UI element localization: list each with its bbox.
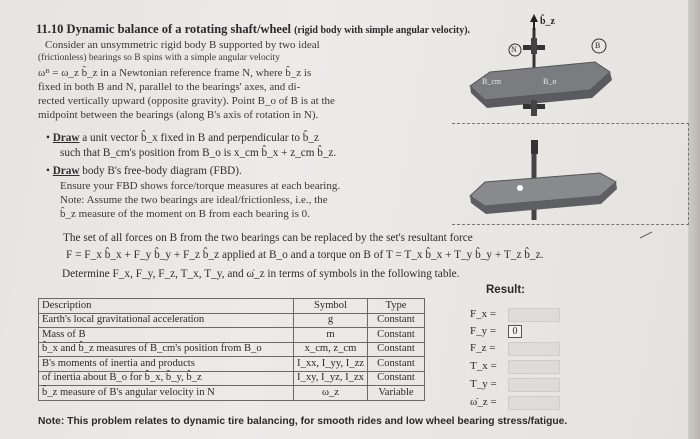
result-tx-label: T_x = [470, 360, 497, 372]
figure-bo-label: B_o [543, 77, 557, 86]
table-cell: b̂_z measure of B's angular velocity in N [39, 386, 294, 401]
figure-n-label: N [511, 45, 517, 54]
table-cell: Earth's local gravitational acceleration [39, 313, 294, 328]
bullet-draw-fbd: • Draw body B's free-body diagram (FBD). [46, 165, 242, 177]
fbd-figure [470, 140, 617, 220]
table-cell: B's moments of inertia and products [39, 357, 294, 372]
result-label: Result: [486, 284, 525, 296]
header-type: Type [367, 299, 424, 314]
bullet-text: such that B_cm's position from B_o is x_cm b̂_x + z_cm b̂_z. [60, 147, 337, 159]
table-cell: g [294, 313, 368, 328]
result-fz-label: F_z = [470, 342, 496, 354]
bcm-point-icon [517, 185, 523, 191]
bullet-text: Ensure your FBD shows force/torque measures at each bearing. [60, 180, 341, 192]
problem-title: 11.10 Dynamic balance of a rotating shaft/wheel (rigid body with simple angular velocity). [36, 22, 471, 36]
forces-equation: F = F_x b̂_x + F_y b̂_y + F_z b̂_z applied at B_o and a torque on B of T = T_x b̂_x + T_y b̂_y + T_z b̂_z. [66, 249, 544, 261]
rigid-body-figure [470, 14, 612, 116]
table-cell: Constant [367, 371, 424, 386]
intro-line: fixed in both B and N, parallel to the bearings' axes, and di- [38, 81, 301, 93]
intro-line: rected vertically upward (opposite gravity). Point B_o of B is at the [38, 95, 335, 107]
forces-line: The set of all forces on B from the two bearings can be replaced by the set's resultant force [63, 232, 473, 244]
bz-arrow-icon [530, 14, 538, 22]
table-cell: of inertia about B_o for b̂_x, b̂_y, b̂_z [39, 371, 294, 386]
result-ty-label: T_y = [470, 378, 497, 390]
bullet-draw-unit-vector: • Draw a unit vector b̂_x fixed in B and perpendicular to b̂_z [46, 132, 319, 144]
result-fx-label: F_x = [470, 308, 497, 320]
table-cell: Constant [367, 328, 424, 343]
bottom-note: Note: This problem relates to dynamic tire balancing, for smooth rides and low wheel bearing stress/fatigue. [38, 416, 568, 427]
table-cell: Variable [367, 386, 424, 401]
table-cell: I_xx, I_yy, I_zz [294, 357, 368, 372]
table-cell: b̂_x and b̂_z measures of B_cm's position from B_o [39, 342, 294, 357]
table-cell: m [294, 328, 368, 343]
intro-line: Consider an unsymmetric rigid body B supported by two ideal [45, 39, 320, 51]
table-cell: I_xy, I_yz, I_zx [294, 371, 368, 386]
table-cell: Mass of B [39, 328, 294, 343]
header-description: Description [39, 299, 294, 314]
intro-line: (frictionless) bearings so B spins with a simple angular velocity [38, 53, 280, 63]
table-cell: Constant [367, 313, 424, 328]
table-cell: x_cm, z_cm [294, 342, 368, 357]
figure-b-label: B [595, 41, 601, 50]
figure-bcm-label: B_cm [482, 77, 502, 86]
table-cell: Constant [367, 357, 424, 372]
intro-line: midpoint between the bearings (along B's axis of rotation in N). [38, 109, 319, 121]
bullet-text: b̂_z measure of the moment on B from each bearing is 0. [60, 208, 310, 220]
bullet-text: Note: Assume the two bearings are ideal/frictionless, i.e., the [60, 194, 328, 206]
determine-line: Determine F_x, F_y, F_z, T_x, T_y, and ω̇_z in terms of symbols in the following table. [62, 268, 460, 280]
result-wdot-label: ω̇_z = [470, 396, 497, 408]
table-cell: Constant [367, 342, 424, 357]
table-cell: ω_z [294, 386, 368, 401]
result-fy-label: F_y = [470, 325, 497, 337]
header-symbol: Symbol [294, 299, 368, 314]
result-fy-value[interactable]: 0 [508, 325, 522, 338]
intro-line: ωᴮ = ω_z b̂_z in a Newtonian reference frame N, where b̂_z is [38, 67, 312, 79]
figure-bz-label: b̂_z [540, 16, 555, 27]
